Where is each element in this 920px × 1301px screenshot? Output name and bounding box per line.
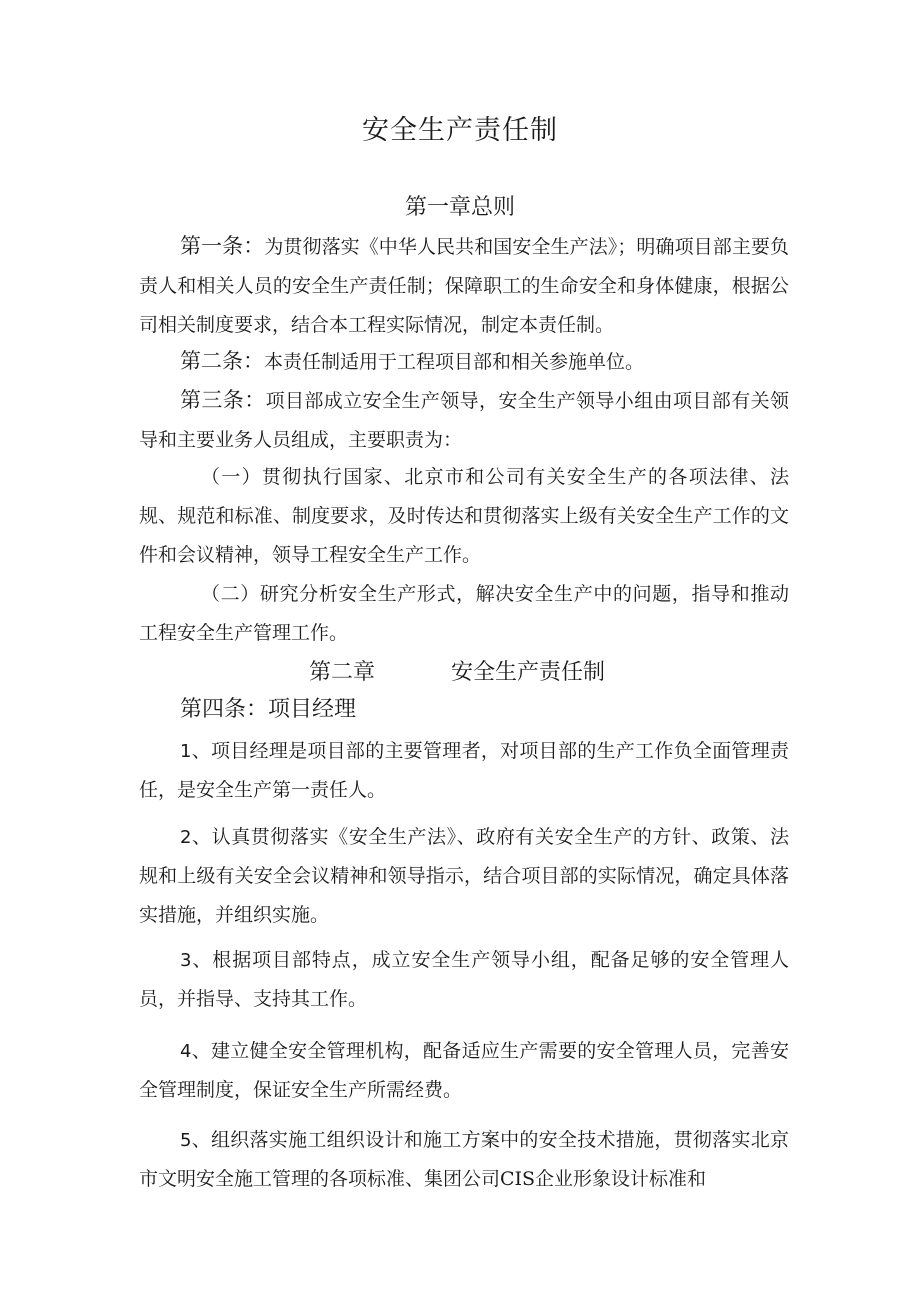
list-item-2-text: 、认真贯彻落实《安全生产法》、政府有关安全生产的方针、政策、法规和上级有关安全会议精神和领导指示，结合项目部的实际情况，确定具体落实措施，并组织实施。 — [139, 826, 789, 926]
article-1 — [139, 227, 789, 345]
list-item-4 — [139, 1032, 789, 1110]
article-2-text: 本责任制适用于工程项目部和相关参施单位。 — [264, 351, 645, 373]
article-3-text: 项目部成立安全生产领导，安全生产领导小组由项目部有关领导和主要业务人员组成，主要职责为： — [139, 390, 789, 451]
list-item-2-number: 2 — [180, 827, 192, 848]
list-item-1 — [139, 732, 789, 810]
chapter-2-number: 第二章 — [309, 660, 376, 685]
list-item-2 — [139, 818, 789, 935]
article-3-item-2: （二）研究分析安全生产形式，解决安全生产中的问题，指导和推动工程安全生产管理工作。 — [139, 583, 789, 644]
article-1-text: 为贯彻落实《中华人民共和国安全生产法》；明确项目部主要负责人和相关人员的安全生产责任制；保障职工的生命安全和身体健康，根据公司相关制度要求，结合本工程实际情况，制定本责任制。 — [139, 236, 789, 336]
list-item-5 — [139, 1121, 789, 1199]
article-3-lead: 第三条： — [180, 388, 266, 412]
list-item-1-text: 、项目经理是项目部的主要管理者，对项目部的生产工作负全面管理责任，是安全生产第一责任人。 — [139, 740, 789, 801]
article-2-lead: 第二条： — [180, 349, 264, 373]
article-1-lead: 第一条： — [180, 234, 265, 258]
list-item-5-number: 5 — [180, 1130, 192, 1151]
list-item-3-text: 、根据项目部特点，成立安全生产领导小组，配备足够的安全管理人员，并指导、支持其工作。 — [139, 949, 789, 1010]
article-4-heading: 第四条：项目经理 — [180, 697, 357, 722]
list-item-4-text: 、建立健全安全管理机构，配备适应生产需要的安全管理人员，完善安全管理制度，保证安全生产所需经费。 — [139, 1040, 789, 1101]
list-item-4-number: 4 — [180, 1041, 192, 1062]
chapter-1-heading: 第一章总则 — [404, 195, 515, 220]
list-item-1-number: 1 — [180, 741, 192, 762]
article-3 — [139, 381, 789, 460]
chapter-2-title: 安全生产责任制 — [451, 660, 606, 685]
document-title: 安全生产责任制 — [362, 115, 558, 146]
list-item-3 — [139, 941, 789, 1019]
list-item-3-number: 3 — [180, 950, 192, 971]
article-2 — [139, 342, 789, 382]
list-item-5-text: 、组织落实施工组织设计和施工方案中的安全技术措施，贯彻落实北京市文明安全施工管理的各项标准、集团公司CIS企业形象设计标准和 — [139, 1129, 789, 1190]
article-3-item-1: （一）贯彻执行国家、北京市和公司有关安全生产的各项法律、法规、规范和标准、制度要求，及时传达和贯彻落实上级有关安全生产工作的文件和会议精神，领导工程安全生产工作。 — [139, 466, 789, 566]
